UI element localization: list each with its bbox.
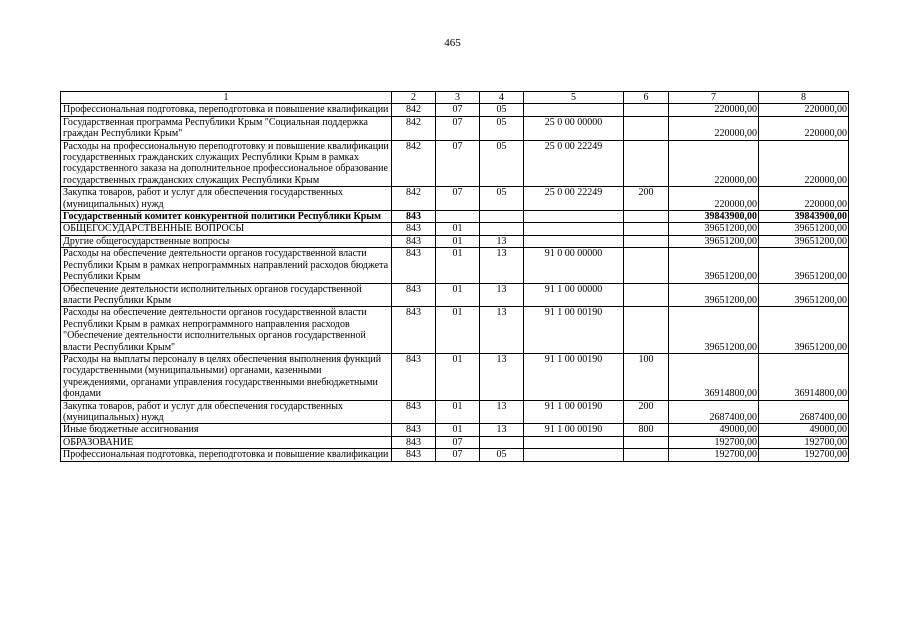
header-cell: 7: [669, 92, 759, 104]
gov-code-cell: 843: [392, 353, 436, 400]
table-row: [61, 400, 849, 424]
section-cell: 01: [436, 400, 480, 424]
gov-code-cell: 843: [392, 211, 436, 223]
subsection-cell: 05: [480, 104, 524, 116]
target-article-cell: [524, 235, 624, 247]
subsection-cell: [480, 211, 524, 223]
subsection-cell: 13: [480, 283, 524, 307]
expense-type-cell: [624, 223, 669, 235]
target-article-cell: [524, 436, 624, 448]
section-cell: 01: [436, 283, 480, 307]
table-row: [61, 223, 849, 235]
subsection-cell: [480, 436, 524, 448]
section-cell: 07: [436, 116, 480, 140]
expense-type-cell: [624, 116, 669, 140]
header-cell: 4: [480, 92, 524, 104]
table-row: [61, 116, 849, 140]
amount-col7-cell: 39651200,00: [669, 283, 759, 307]
subsection-cell: 05: [480, 116, 524, 140]
subsection-cell: [480, 223, 524, 235]
expense-type-cell: [624, 235, 669, 247]
amount-col8-cell: 39651200,00: [759, 223, 849, 235]
amount-col7-cell: 220000,00: [669, 116, 759, 140]
gov-code-cell: 842: [392, 116, 436, 140]
expense-type-cell: [624, 104, 669, 116]
gov-code-cell: 843: [392, 223, 436, 235]
table-row: [61, 353, 849, 400]
target-article-cell: [524, 223, 624, 235]
section-cell: 01: [436, 248, 480, 283]
table-row: [61, 436, 849, 448]
amount-col7-cell: 36914800,00: [669, 353, 759, 400]
row-name-cell: Профессиональная подготовка, переподготовка и повышение квалификации: [61, 104, 392, 116]
gov-code-cell: 843: [392, 436, 436, 448]
gov-code-cell: 843: [392, 449, 436, 461]
subsection-cell: 13: [480, 400, 524, 424]
target-article-cell: [524, 211, 624, 223]
budget-table: [60, 91, 849, 462]
subsection-cell: 13: [480, 307, 524, 354]
row-name-cell: Расходы на выплаты персоналу в целях обеспечения выполнения функций государственными (муниципальными) органами, казенными учреждениями, органами управления государственными внебюджетными фондами: [61, 353, 392, 400]
subsection-cell: 13: [480, 248, 524, 283]
amount-col8-cell: 220000,00: [759, 140, 849, 187]
subsection-cell: 05: [480, 449, 524, 461]
table-row: [61, 187, 849, 211]
target-article-cell: [524, 449, 624, 461]
amount-col8-cell: 49000,00: [759, 424, 849, 436]
amount-col7-cell: 192700,00: [669, 449, 759, 461]
gov-code-cell: 842: [392, 187, 436, 211]
section-cell: 01: [436, 235, 480, 247]
amount-col8-cell: 220000,00: [759, 187, 849, 211]
row-name-cell: Иные бюджетные ассигнования: [61, 424, 392, 436]
table-row: [61, 307, 849, 354]
header-row: [61, 92, 849, 104]
header-cell: 5: [524, 92, 624, 104]
row-name-cell: Закупка товаров, работ и услуг для обеспечения государственных (муниципальных) нужд: [61, 187, 392, 211]
page-number: 465: [444, 37, 461, 49]
target-article-cell: 25 0 00 22249: [524, 140, 624, 187]
expense-type-cell: 200: [624, 187, 669, 211]
subsection-cell: 13: [480, 424, 524, 436]
gov-code-cell: 843: [392, 248, 436, 283]
expense-type-cell: [624, 307, 669, 354]
subsection-cell: 13: [480, 353, 524, 400]
expense-type-cell: 100: [624, 353, 669, 400]
section-cell: 01: [436, 424, 480, 436]
section-cell: 07: [436, 140, 480, 187]
gov-code-cell: 843: [392, 283, 436, 307]
expense-type-cell: [624, 140, 669, 187]
amount-col7-cell: 39651200,00: [669, 223, 759, 235]
amount-col7-cell: 192700,00: [669, 436, 759, 448]
amount-col8-cell: 39651200,00: [759, 307, 849, 354]
target-article-cell: 91 1 00 00190: [524, 353, 624, 400]
gov-code-cell: 843: [392, 307, 436, 354]
section-cell: 01: [436, 223, 480, 235]
gov-code-cell: 843: [392, 424, 436, 436]
amount-col8-cell: 36914800,00: [759, 353, 849, 400]
expense-type-cell: [624, 248, 669, 283]
table-row: [61, 140, 849, 187]
expense-type-cell: 200: [624, 400, 669, 424]
expense-type-cell: [624, 283, 669, 307]
table-row: [61, 248, 849, 283]
row-name-cell: Расходы на профессиональную переподготовку и повышение квалификации государственных гражданских служащих Республики Крым в рамках государственного заказа на дополнительное профессиональное образование государственных гражданских служащих Республики Крым: [61, 140, 392, 187]
row-name-cell: Расходы на обеспечение деятельности органов государственной власти Республики Крым в рамках непрограммных направлений расходов бюджета Республики Крым: [61, 248, 392, 283]
section-cell: 07: [436, 449, 480, 461]
gov-code-cell: 842: [392, 140, 436, 187]
amount-col8-cell: 220000,00: [759, 104, 849, 116]
table-row: [61, 449, 849, 461]
table-row: [61, 235, 849, 247]
amount-col7-cell: 39843900,00: [669, 211, 759, 223]
section-cell: 01: [436, 353, 480, 400]
row-name-cell: ОБРАЗОВАНИЕ: [61, 436, 392, 448]
amount-col7-cell: 2687400,00: [669, 400, 759, 424]
amount-col7-cell: 39651200,00: [669, 307, 759, 354]
expense-type-cell: 800: [624, 424, 669, 436]
target-article-cell: 91 1 00 00190: [524, 424, 624, 436]
expense-type-cell: [624, 436, 669, 448]
table-row: [61, 283, 849, 307]
amount-col7-cell: 220000,00: [669, 104, 759, 116]
subsection-cell: 05: [480, 140, 524, 187]
amount-col8-cell: 220000,00: [759, 116, 849, 140]
gov-code-cell: 843: [392, 235, 436, 247]
amount-col7-cell: 220000,00: [669, 187, 759, 211]
header-cell: 1: [61, 92, 392, 104]
target-article-cell: 25 0 00 00000: [524, 116, 624, 140]
expense-type-cell: [624, 449, 669, 461]
table-row: [61, 211, 849, 223]
section-cell: [436, 211, 480, 223]
subsection-cell: 13: [480, 235, 524, 247]
section-cell: 07: [436, 187, 480, 211]
row-name-cell: Профессиональная подготовка, переподготовка и повышение квалификации: [61, 449, 392, 461]
section-cell: 07: [436, 436, 480, 448]
table-row: [61, 424, 849, 436]
amount-col7-cell: 39651200,00: [669, 235, 759, 247]
table-row: [61, 104, 849, 116]
amount-col8-cell: 39651200,00: [759, 283, 849, 307]
gov-code-cell: 843: [392, 400, 436, 424]
amount-col7-cell: 39651200,00: [669, 248, 759, 283]
target-article-cell: 91 1 00 00000: [524, 283, 624, 307]
amount-col8-cell: 192700,00: [759, 449, 849, 461]
amount-col8-cell: 2687400,00: [759, 400, 849, 424]
amount-col8-cell: 39651200,00: [759, 248, 849, 283]
subsection-cell: 05: [480, 187, 524, 211]
row-name-cell: Государственный комитет конкурентной политики Республики Крым: [61, 211, 392, 223]
target-article-cell: 25 0 00 22249: [524, 187, 624, 211]
target-article-cell: 91 1 00 00190: [524, 400, 624, 424]
row-name-cell: ОБЩЕГОСУДАРСТВЕННЫЕ ВОПРОСЫ: [61, 223, 392, 235]
amount-col8-cell: 39651200,00: [759, 235, 849, 247]
amount-col8-cell: 192700,00: [759, 436, 849, 448]
header-cell: 2: [392, 92, 436, 104]
header-cell: 3: [436, 92, 480, 104]
target-article-cell: 91 1 00 00190: [524, 307, 624, 354]
row-name-cell: Другие общегосударственные вопросы: [61, 235, 392, 247]
amount-col8-cell: 39843900,00: [759, 211, 849, 223]
header-cell: 8: [759, 92, 849, 104]
header-cell: 6: [624, 92, 669, 104]
row-name-cell: Расходы на обеспечение деятельности органов государственной власти Республики Крым в рамках непрограммного направления расходов "Обеспечение деятельности исполнительных органов государственной власти Республики Крым": [61, 307, 392, 354]
section-cell: 01: [436, 307, 480, 354]
expense-type-cell: [624, 211, 669, 223]
row-name-cell: Обеспечение деятельности исполнительных органов государственной власти Республики Крым: [61, 283, 392, 307]
target-article-cell: [524, 104, 624, 116]
gov-code-cell: 842: [392, 104, 436, 116]
section-cell: 07: [436, 104, 480, 116]
row-name-cell: Государственная программа Республики Крым "Социальная поддержка граждан Республики Крым": [61, 116, 392, 140]
amount-col7-cell: 220000,00: [669, 140, 759, 187]
row-name-cell: Закупка товаров, работ и услуг для обеспечения государственных (муниципальных) нужд: [61, 400, 392, 424]
target-article-cell: 91 0 00 00000: [524, 248, 624, 283]
amount-col7-cell: 49000,00: [669, 424, 759, 436]
